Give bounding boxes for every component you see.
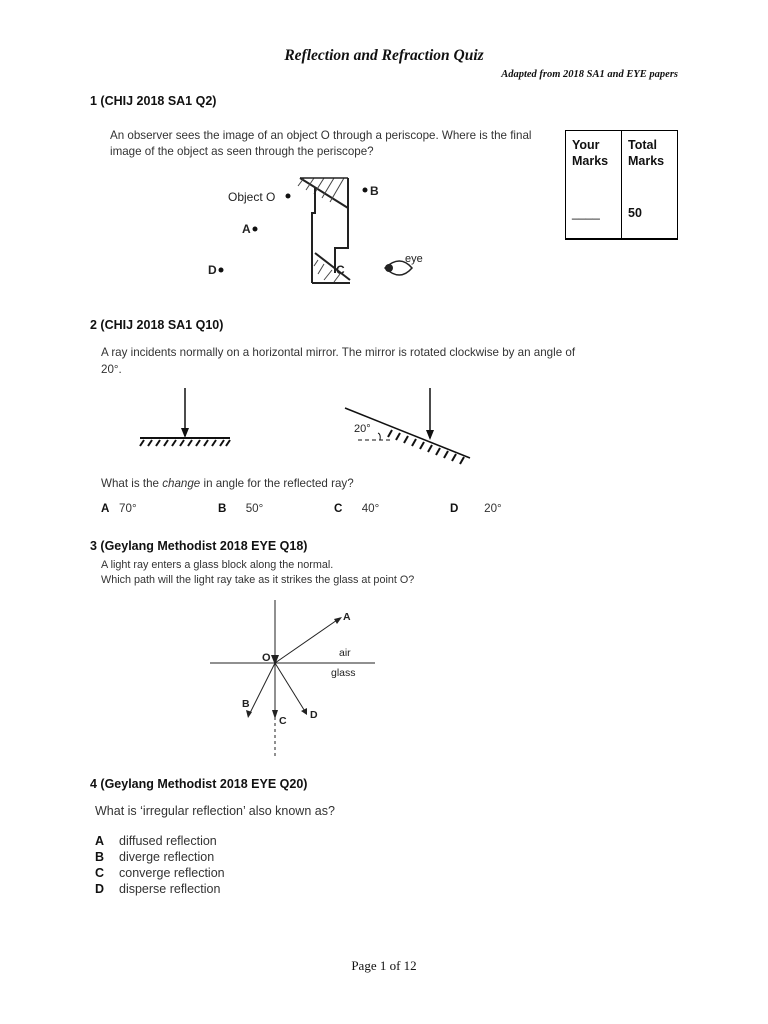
point-o-marker xyxy=(286,194,291,199)
option-letter: A xyxy=(95,834,105,848)
question-3-text-line-1: A light ray enters a glass block along the normal. xyxy=(101,559,334,571)
total-marks-label: Total Marks xyxy=(628,138,665,168)
point-a-marker xyxy=(253,227,258,232)
point-b-marker xyxy=(363,188,368,193)
question-2-text: A ray incidents normally on a horizontal mirror. The mirror is rotated clockwise by an angle of 20°. xyxy=(101,346,576,376)
question-2-heading: 2 (CHIJ 2018 SA1 Q10) xyxy=(90,318,224,332)
option-text: diverge reflection xyxy=(119,850,215,864)
question-4-option-c[interactable] xyxy=(95,866,225,880)
question-2-prompt-emphasis: change xyxy=(162,477,201,490)
upper-mirror xyxy=(298,178,348,208)
option-letter: D xyxy=(450,502,459,515)
ray-label-c: C xyxy=(279,715,287,727)
angle-label: 20° xyxy=(354,423,371,435)
point-o-label: O xyxy=(262,652,271,664)
option-letter: A xyxy=(101,502,110,515)
question-4-heading: 4 (Geylang Methodist 2018 EYE Q20) xyxy=(90,777,308,791)
rotated-mirror xyxy=(345,388,470,464)
question-4-option-b[interactable] xyxy=(95,850,214,864)
page-number: Page 1 of 12 xyxy=(351,958,417,973)
your-marks-cell xyxy=(566,131,622,238)
question-4-option-d[interactable] xyxy=(95,882,220,896)
option-text: 50° xyxy=(245,502,264,515)
option-letter: C xyxy=(95,866,105,880)
periscope-figure xyxy=(200,168,440,293)
label-eye: eye xyxy=(405,253,423,265)
horizontal-mirror xyxy=(140,388,230,446)
medium-glass-label: glass xyxy=(331,667,356,679)
question-2-prompt xyxy=(101,476,354,492)
question-4-text: What is ‘irregular reflection’ also known as? xyxy=(95,804,335,818)
marks-table xyxy=(565,130,678,240)
option-letter: B xyxy=(95,850,105,864)
ray-label-b: B xyxy=(242,698,250,710)
your-marks-label: Your Marks xyxy=(572,138,609,168)
option-text: disperse reflection xyxy=(119,882,221,896)
label-object-o: Object O xyxy=(228,190,276,204)
question-3-text-line-2: Which path will the light ray take as it strikes the glass at point O? xyxy=(101,574,415,586)
question-4-option-a[interactable] xyxy=(95,834,217,848)
your-marks-value[interactable]: ____ xyxy=(572,206,600,220)
candidate-rays xyxy=(249,618,340,715)
point-d-marker xyxy=(219,268,224,273)
total-marks-cell xyxy=(622,131,679,238)
question-2-option-d[interactable] xyxy=(450,502,502,515)
total-marks-value: 50 xyxy=(628,206,642,220)
rotated-mirror-figure xyxy=(130,380,490,470)
question-2-option-b[interactable] xyxy=(218,502,263,515)
option-letter: D xyxy=(95,882,105,896)
option-letter: B xyxy=(218,502,227,515)
option-text: converge reflection xyxy=(119,866,225,880)
label-d: D xyxy=(208,263,217,277)
medium-air-label: air xyxy=(339,647,351,659)
option-text: 20° xyxy=(484,502,502,515)
page-title: Reflection and Refraction Quiz xyxy=(284,47,484,64)
page-subtitle: Adapted from 2018 SA1 and EYE papers xyxy=(501,69,678,80)
question-1-text: An observer sees the image of an object O through a periscope. Where is the final image of the object as seen through the periscope? xyxy=(110,129,532,158)
ray-label-d: D xyxy=(310,709,318,721)
question-3-heading: 3 (Geylang Methodist 2018 EYE Q18) xyxy=(90,539,308,553)
label-b: B xyxy=(370,184,379,198)
option-text: 40° xyxy=(361,502,380,515)
question-2-prompt-start: What is the xyxy=(101,477,163,490)
ray-label-a: A xyxy=(343,611,351,623)
option-letter: C xyxy=(334,502,343,515)
label-a: A xyxy=(242,222,251,236)
label-c: C xyxy=(336,263,345,277)
question-2-option-a[interactable] xyxy=(101,502,137,515)
glass-block-figure xyxy=(200,595,390,760)
option-text: diffused reflection xyxy=(119,834,217,848)
option-text: 70° xyxy=(119,502,137,515)
question-1-heading: 1 (CHIJ 2018 SA1 Q2) xyxy=(90,94,217,108)
question-2-prompt-end: in angle for the reflected ray? xyxy=(200,477,354,490)
question-2-option-c[interactable] xyxy=(334,502,379,515)
